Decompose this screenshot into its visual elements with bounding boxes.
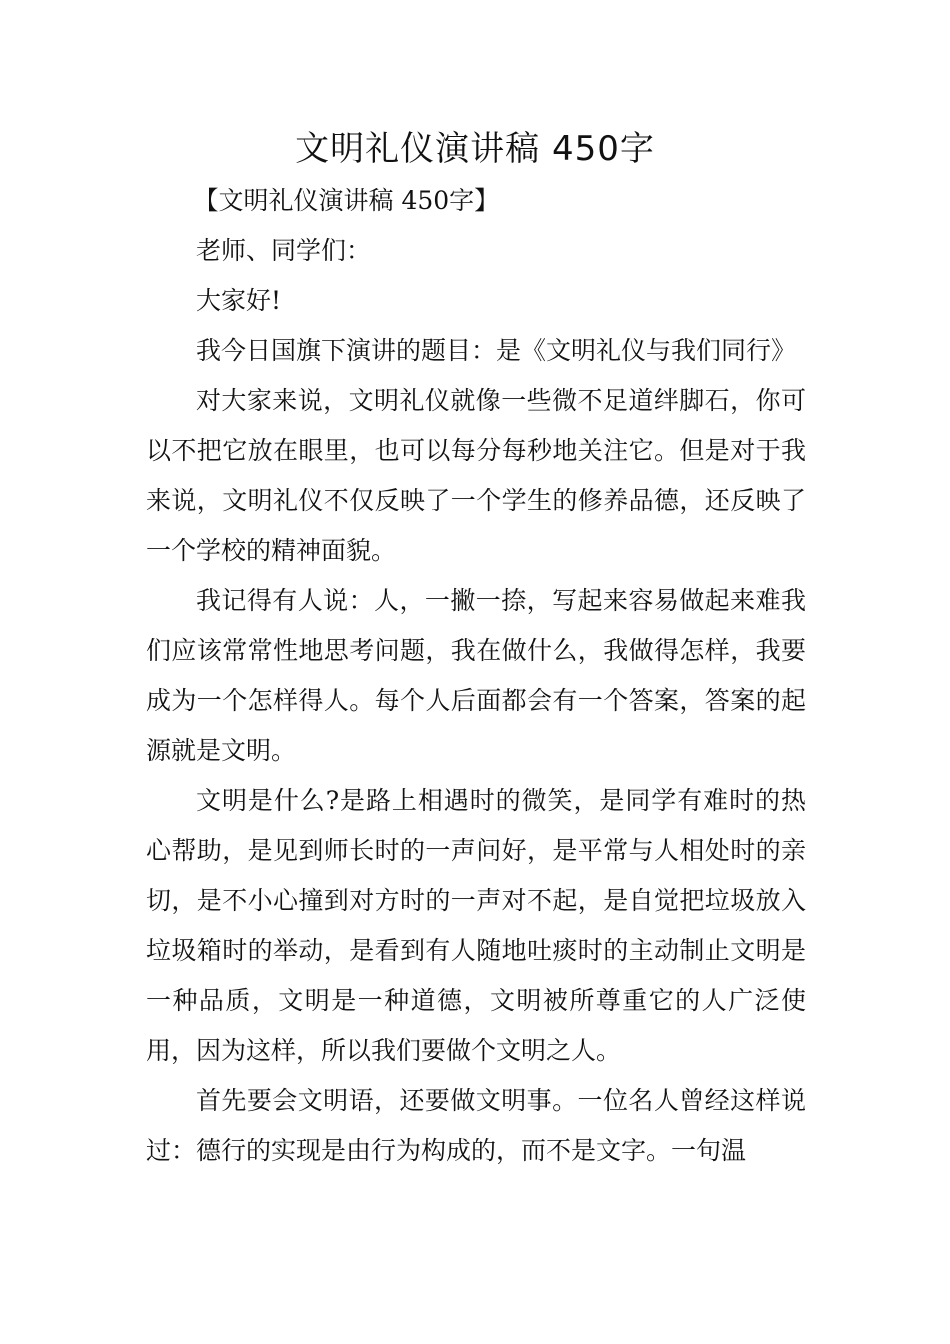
paragraph-greeting: 大家好! [196, 286, 282, 315]
paragraph-body-4: 首先要会文明语，还要做文明事。一位名人曾经这样说过：德行的实现是由行为构成的，而不是文字。一句温 [146, 1086, 806, 1165]
paragraph-salutation: 老师、同学们： [196, 236, 372, 265]
document-title: 文明礼仪演讲稿 450字 [295, 129, 655, 169]
paragraph-body-2: 我记得有人说：人，一撇一捺，写起来容易做起来难我们应该常常性地思考问题，我在做什么，我做得怎样，我要成为一个怎样得人。每个人后面都会有一个答案，答案的起源就是文明。 [146, 586, 806, 765]
paragraph-body-3: 文明是什么?是路上相遇时的微笑，是同学有难时的热心帮助，是见到师长时的一声问好，是平常与人相处时的亲切，是不小心撞到对方时的一声对不起，是自觉把垃圾放入垃圾箱时的举动，是看到有人随地吐痰时的主动制止文明是一种品质，文明是一种道德，文明被所尊重它的人广泛使用，因为这样，所以我们要做个文明之人。 [146, 786, 806, 1065]
paragraph-topic: 我今日国旗下演讲的题目：是《文明礼仪与我们同行》 [196, 336, 797, 365]
document-body [146, 176, 806, 1176]
paragraph-body-1: 对大家来说，文明礼仪就像一些微不足道绊脚石，你可以不把它放在眼里，也可以每分每秒地关注它。但是对于我来说，文明礼仪不仅反映了一个学生的修养品德，还反映了一个学校的精神面貌。 [146, 386, 806, 565]
paragraph-heading-bracket: 【文明礼仪演讲稿 450字】 [193, 186, 500, 215]
